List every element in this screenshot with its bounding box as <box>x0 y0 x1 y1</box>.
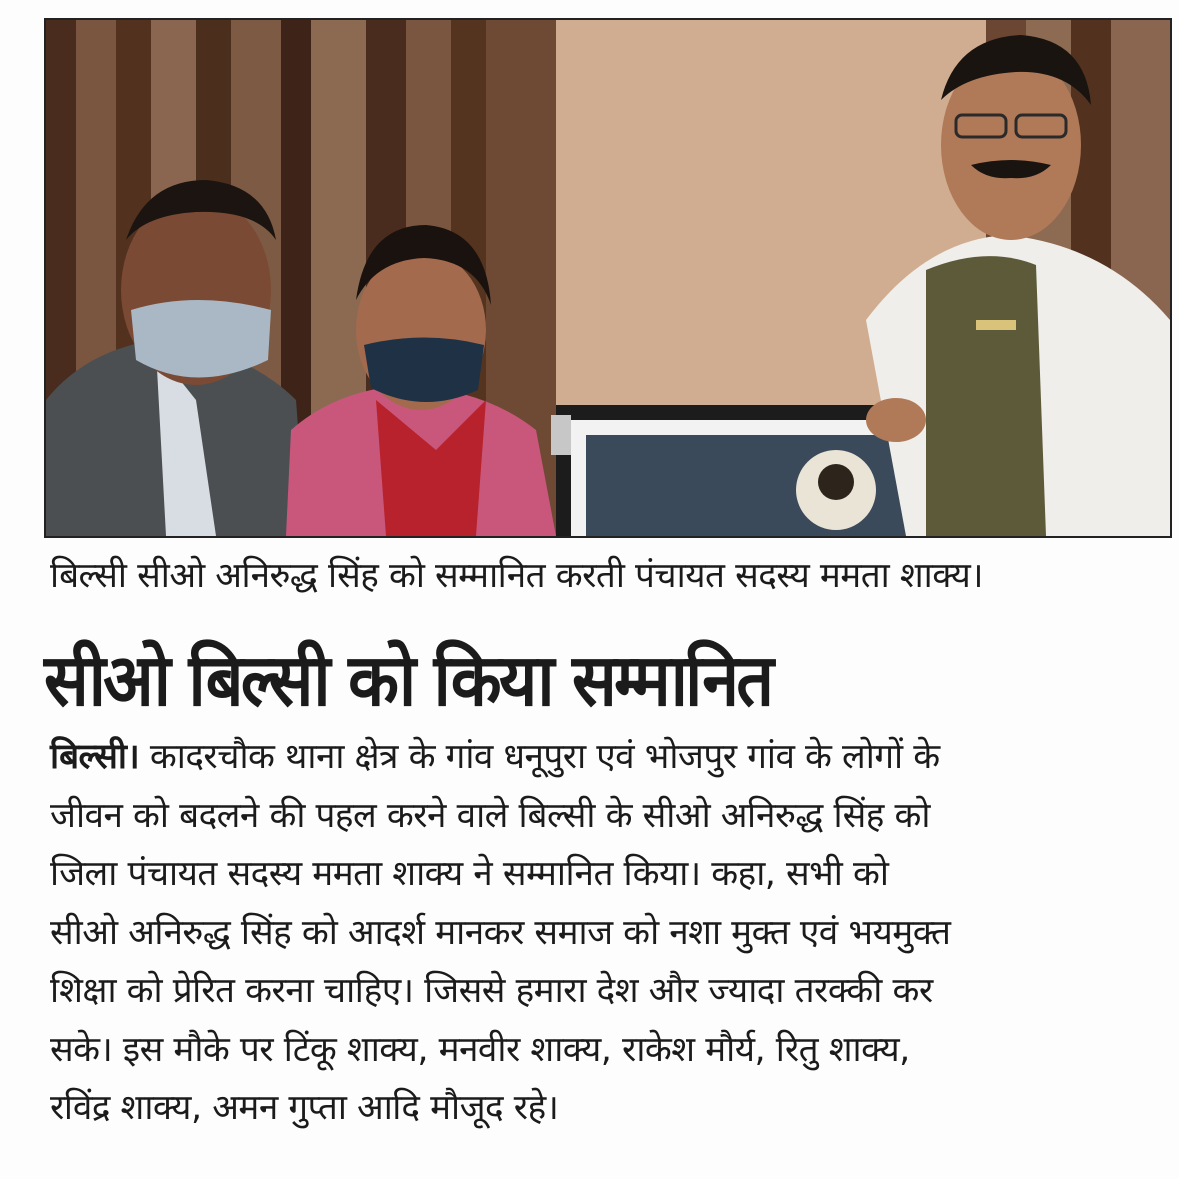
article-body <box>50 728 1160 1138</box>
article-line: सके। इस मौके पर टिंकू शाक्य, मनवीर शाक्य, राकेश मौर्य, रितु शाक्य, <box>50 1029 910 1070</box>
article-line: सीओ अनिरुद्ध सिंह को आदर्श मानकर समाज को नशा मुक्त एवं भयमुक्त <box>50 912 951 953</box>
article-line <box>50 728 1160 787</box>
article-line: शिक्षा को प्रेरित करना चाहिए। जिससे हमारा देश और ज्यादा तरक्की कर <box>50 971 933 1011</box>
article-line: जीवन को बदलने की पहल करने वाले बिल्सी के सीओ अनिरुद्ध सिंह को <box>50 795 930 836</box>
photo-illustration <box>46 20 1170 536</box>
article-headline: सीओ बिल्सी को किया सम्मानित <box>44 638 772 722</box>
article-line: रविंद्र शाक्य, अमन गुप्ता आदि मौजूद रहे। <box>50 1088 559 1128</box>
dateline: बिल्सी। <box>50 737 140 777</box>
news-photo <box>44 18 1172 538</box>
article-line-text: कादरचौक थाना क्षेत्र के गांव धनूपुरा एवं भोजपुर गांव के लोगों के <box>139 737 940 777</box>
article-line: जिला पंचायत सदस्य ममता शाक्य ने सम्मानित किया। कहा, सभी को <box>50 854 889 894</box>
photo-caption: बिल्सी सीओ अनिरुद्ध सिंह को सम्मानित करती पंचायत सदस्य ममता शाक्य। <box>50 556 984 596</box>
